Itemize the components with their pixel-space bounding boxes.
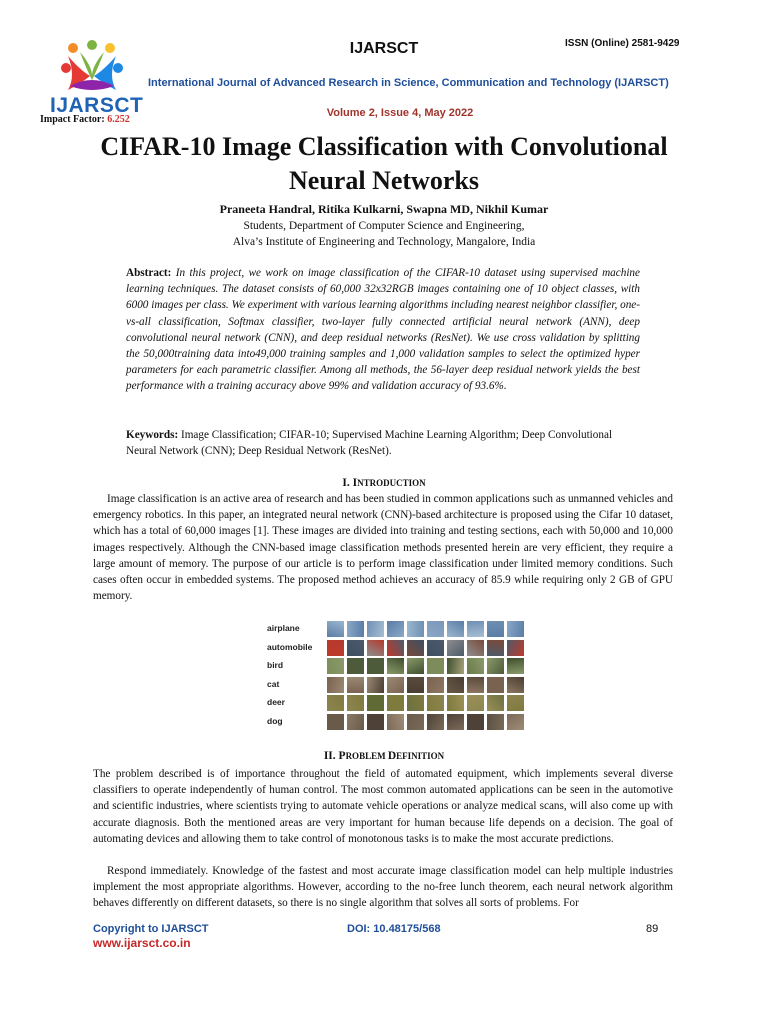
keywords-label: Keywords: — [126, 429, 179, 441]
sample-image-thumbnail — [327, 621, 344, 637]
section-heading-problem-definition: II. PROBLEM DEFINITION — [323, 750, 445, 762]
abstract — [126, 265, 640, 395]
figure-row-label: deer — [267, 697, 285, 707]
sample-image-thumbnail — [327, 677, 344, 693]
sample-image-thumbnail — [487, 714, 504, 730]
impact-factor-value: 6.252 — [107, 114, 130, 125]
sample-image-thumbnail — [487, 695, 504, 711]
sample-image-thumbnail — [507, 640, 524, 656]
keywords — [126, 427, 640, 459]
sample-image-thumbnail — [367, 658, 384, 674]
sample-image-thumbnail — [407, 658, 424, 674]
affiliation-line-1: Students, Department of Computer Science and Engineering, — [243, 220, 525, 232]
affiliation-line-2: Alva’s Institute of Engineering and Technology, Mangalore, India — [232, 236, 536, 248]
section-heading-introduction: I. INTRODUCTION — [342, 477, 426, 489]
sample-image-thumbnail — [347, 640, 364, 656]
sample-image-thumbnail — [447, 695, 464, 711]
cifar10-sample-figure — [265, 621, 530, 733]
sample-image-thumbnail — [387, 640, 404, 656]
sample-image-thumbnail — [487, 640, 504, 656]
sample-image-thumbnail — [467, 640, 484, 656]
sample-image-thumbnail — [467, 677, 484, 693]
sample-image-thumbnail — [447, 677, 464, 693]
sample-image-thumbnail — [387, 695, 404, 711]
sample-image-thumbnail — [447, 621, 464, 637]
figure-row-deer — [265, 695, 530, 711]
sample-image-thumbnail — [347, 677, 364, 693]
sample-image-thumbnail — [387, 621, 404, 637]
title-line-1: CIFAR-10 Image Classification with Convolutional — [100, 132, 668, 161]
figure-row-cat — [265, 677, 530, 693]
sample-image-thumbnail — [467, 658, 484, 674]
sample-image-thumbnail — [487, 677, 504, 693]
figure-row-dog — [265, 714, 530, 730]
sample-image-thumbnail — [347, 695, 364, 711]
sample-image-thumbnail — [407, 640, 424, 656]
sample-image-thumbnail — [387, 714, 404, 730]
footer-copyright: Copyright to IJARSCT — [93, 923, 209, 935]
footer-website-link[interactable]: www.ijarsct.co.in — [93, 936, 191, 950]
sample-image-thumbnail — [507, 621, 524, 637]
sample-image-thumbnail — [367, 714, 384, 730]
figure-row-label: cat — [267, 678, 280, 689]
sample-image-thumbnail — [427, 695, 444, 711]
abstract-text: In this project, we work on image classification of the CIFAR-10 dataset using supervised machine learning techniques. The dataset consists of 60,000 32x32RGB images containing one of 10 object classes, with 6000 images per class. We experiment with various learning algorithms including nearest neighbor classifier, one-vs-all classification, Softmax classifier, two-layer fully connected artificial neural network (ANN), deep convolutional neural network (CNN), and deep residual networks (ResNet). We use cross validation by splitting the 50,000training data into49,000 training samples and 1,000 validation samples to select the optimized hyper parameters for each parametric classifier. Among all methods, the 56-layer deep residual network yields the best performance with a training accuracy above 99% and validation accuracy of 93.6%. — [126, 267, 640, 393]
authors: Praneeta Handral, Ritika Kulkarni, Swapna MD, Nikhil Kumar — [219, 202, 549, 216]
sample-image-thumbnail — [427, 714, 444, 730]
impact-factor-label: Impact Factor: — [40, 114, 108, 125]
sample-image-thumbnail — [447, 640, 464, 656]
title-line-2: Neural Networks — [289, 166, 479, 195]
sample-image-thumbnail — [407, 677, 424, 693]
page-number: 89 — [646, 923, 659, 935]
sample-image-thumbnail — [507, 658, 524, 674]
keywords-text: Image Classification; CIFAR-10; Supervised Machine Learning Algorithm; Deep Convolutional Neural Network (CNN); Deep Residual Network (ResNet). — [126, 429, 613, 457]
sample-image-thumbnail — [427, 640, 444, 656]
abstract-label: Abstract: — [126, 267, 172, 279]
sample-image-thumbnail — [367, 640, 384, 656]
sample-image-thumbnail — [367, 695, 384, 711]
figure-row-airplane — [265, 621, 530, 637]
issn: ISSN (Online) 2581-9429 — [565, 38, 680, 49]
sample-image-thumbnail — [387, 658, 404, 674]
sample-image-thumbnail — [427, 658, 444, 674]
sample-image-thumbnail — [387, 677, 404, 693]
sample-image-thumbnail — [347, 714, 364, 730]
sample-image-thumbnail — [407, 714, 424, 730]
sample-image-thumbnail — [487, 621, 504, 637]
sample-image-thumbnail — [507, 695, 524, 711]
sample-image-thumbnail — [447, 714, 464, 730]
paper-title — [60, 130, 708, 198]
problem-definition-paragraph-2: Respond immediately. Knowledge of the fastest and most accurate image classification model can help multiple industries implement the most appropriate algorithms. However, according to the no-free lunch theorem, each neural network algorithm behaves differently on different datasets, so there is no single algorithm that solves all sorts of problems. For — [93, 865, 673, 910]
sample-image-thumbnail — [367, 677, 384, 693]
volume-issue: Volume 2, Issue 4, May 2022 — [326, 107, 474, 119]
journal-full-name: International Journal of Advanced Research in Science, Communication and Technology (IJARSCT) — [148, 77, 669, 89]
sample-image-thumbnail — [467, 621, 484, 637]
sample-image-thumbnail — [427, 621, 444, 637]
logo-wordmark: IJARSCT — [50, 94, 144, 117]
journal-short-name: IJARSCT — [349, 40, 419, 57]
figure-row-automobile — [265, 640, 530, 656]
sample-image-thumbnail — [367, 621, 384, 637]
sample-image-thumbnail — [327, 695, 344, 711]
sample-image-thumbnail — [467, 695, 484, 711]
sample-image-thumbnail — [327, 714, 344, 730]
sample-image-thumbnail — [507, 714, 524, 730]
figure-row-label: dog — [267, 715, 283, 726]
sample-image-thumbnail — [487, 658, 504, 674]
figure-row-label: airplane — [267, 623, 300, 633]
sample-image-thumbnail — [467, 714, 484, 730]
sample-image-thumbnail — [407, 695, 424, 711]
sample-image-thumbnail — [347, 658, 364, 674]
figure-row-label: bird — [267, 660, 284, 670]
sample-image-thumbnail — [407, 621, 424, 637]
sample-image-thumbnail — [427, 677, 444, 693]
sample-image-thumbnail — [447, 658, 464, 674]
sample-image-thumbnail — [327, 658, 344, 674]
introduction-paragraph: Image classification is an active area of research and has been studied in common applications such as unmanned vehicles and emergency robotics. In this paper, an integrated neural network (CNN)-based architecture is proposed using the Cifar 10 dataset, which has a total of 60,000 images [1]. These images are divided into training and testing sections, each with 50,000 and 10,000 images respectively. Although the CNN-based image classification methods presented herein are very efficient, they require a large amount of memory. The purpose of our article is to perform image classification under limited memory conditions. Such cases often occur in embedded systems. The proposed method achieves an accuracy of 85.9 while requiring only 2 GB of GPU memory. — [93, 493, 673, 603]
figure-row-bird — [265, 658, 530, 674]
problem-definition-paragraph-1: The problem described is of importance throughout the field of automated equipment, which implements several diverse classifiers to operate independently of human control. The most common automated applications can be seen in the automotive and scientific industries, where scientists trying to automate vehicle operations or analyze medical scans, will also come up with accurate diagnosis. Both the mentioned areas are very important for human because life depends on a decision. The goal of automating devices and allowing them to take control of monotonous tasks is to make the most accurate predictions. — [93, 768, 673, 845]
sample-image-thumbnail — [507, 677, 524, 693]
footer-doi-link[interactable]: DOI: 10.48175/568 — [347, 923, 441, 935]
sample-image-thumbnail — [327, 640, 344, 656]
sample-image-thumbnail — [347, 621, 364, 637]
figure-row-label: automobile — [267, 641, 313, 652]
